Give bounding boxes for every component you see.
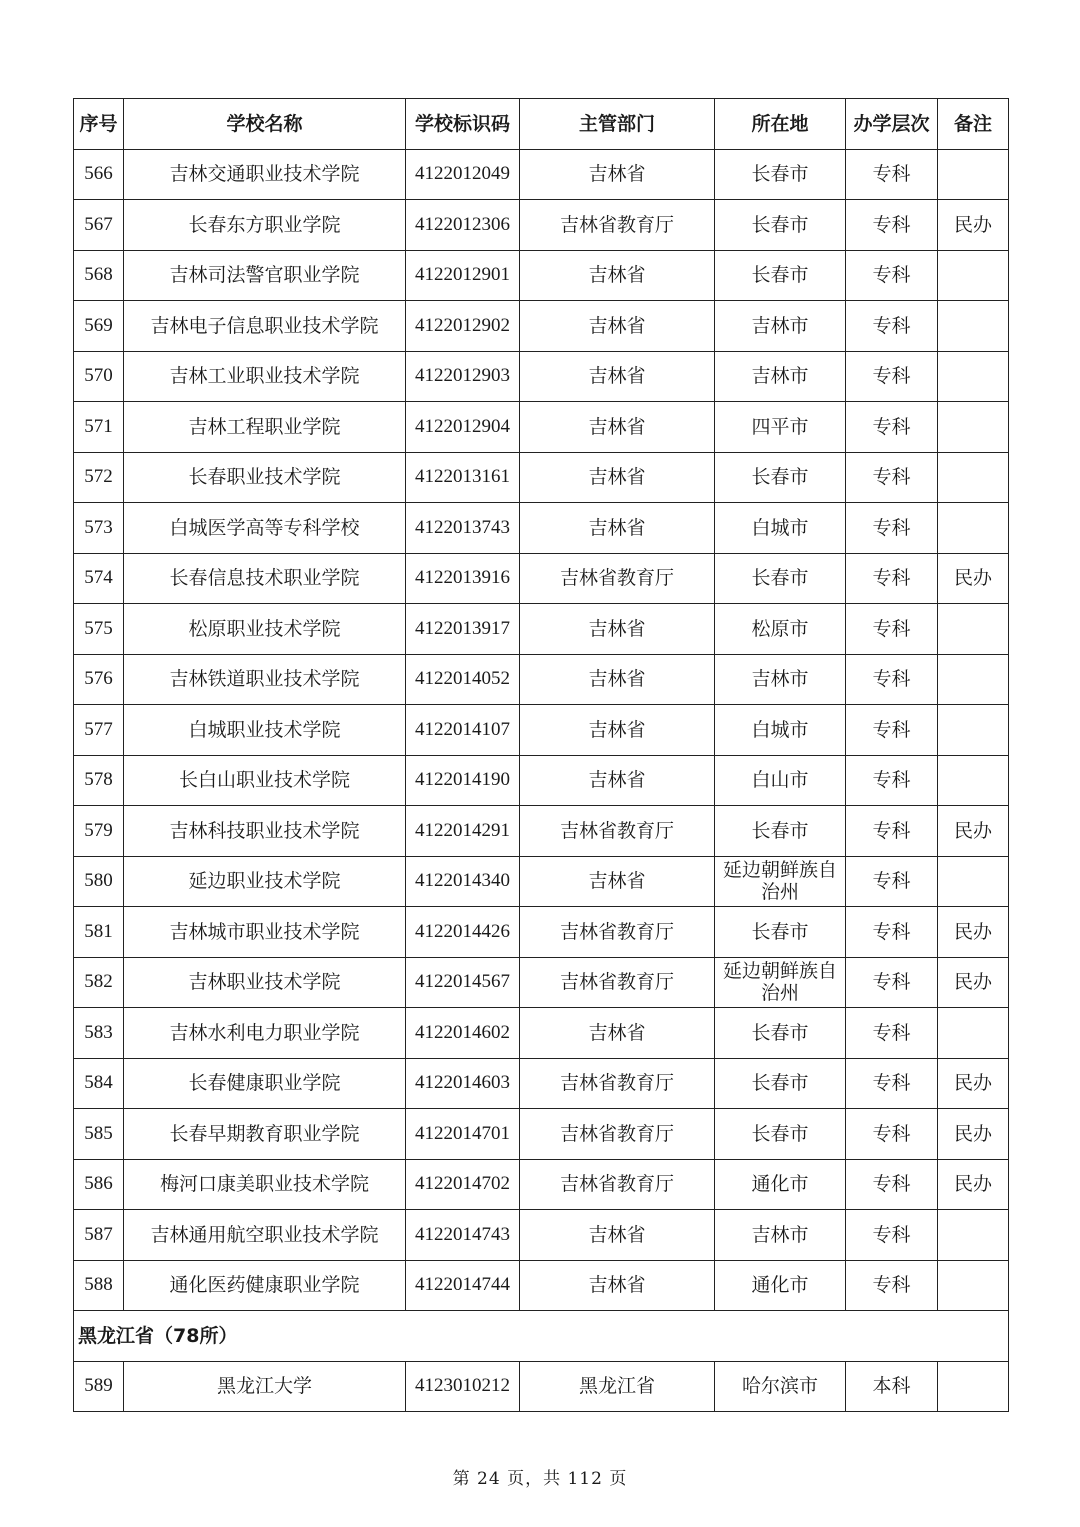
cell-remark: 民办 (938, 907, 1009, 958)
cell-school-name: 延边职业技术学院 (124, 856, 406, 907)
school-list-table (73, 98, 1009, 1412)
table-row (74, 1260, 1009, 1311)
cell-level: 专科 (846, 604, 938, 655)
cell-department: 吉林省 (520, 1260, 715, 1311)
cell-department: 吉林省 (520, 1008, 715, 1059)
table-row (74, 1159, 1009, 1210)
table-row (74, 604, 1009, 655)
cell-level: 专科 (846, 351, 938, 402)
cell-school-name: 长春早期教育职业学院 (124, 1109, 406, 1160)
table-header (74, 99, 1009, 150)
cell-level: 专科 (846, 553, 938, 604)
cell-department: 吉林省 (520, 250, 715, 301)
cell-department: 吉林省 (520, 503, 715, 554)
section-row (74, 1311, 1009, 1362)
cell-level: 专科 (846, 907, 938, 958)
cell-level: 专科 (846, 856, 938, 907)
cell-school-name: 吉林司法警官职业学院 (124, 250, 406, 301)
cell-seq: 580 (74, 856, 124, 907)
cell-school-code: 4122012306 (406, 200, 520, 251)
cell-level: 专科 (846, 755, 938, 806)
cell-level: 专科 (846, 1260, 938, 1311)
header-row (74, 99, 1009, 150)
header-school-code: 学校标识码 (406, 99, 520, 150)
cell-seq: 575 (74, 604, 124, 655)
cell-school-code: 4122014744 (406, 1260, 520, 1311)
cell-remark (938, 301, 1009, 352)
cell-school-name: 白城职业技术学院 (124, 705, 406, 756)
cell-school-name: 通化医药健康职业学院 (124, 1260, 406, 1311)
cell-seq: 572 (74, 452, 124, 503)
cell-school-name: 长春职业技术学院 (124, 452, 406, 503)
cell-level: 专科 (846, 1109, 938, 1160)
table-row (74, 1008, 1009, 1059)
cell-school-code: 4122014702 (406, 1159, 520, 1210)
cell-seq: 574 (74, 553, 124, 604)
cell-location: 延边朝鲜族自治州 (715, 856, 846, 907)
cell-school-code: 4122013916 (406, 553, 520, 604)
header-school-name: 学校名称 (124, 99, 406, 150)
cell-location: 长春市 (715, 1109, 846, 1160)
cell-school-name: 白城医学高等专科学校 (124, 503, 406, 554)
cell-level: 专科 (846, 503, 938, 554)
cell-department: 吉林省 (520, 1210, 715, 1261)
cell-remark (938, 402, 1009, 453)
cell-remark: 民办 (938, 200, 1009, 251)
cell-department: 吉林省 (520, 755, 715, 806)
table-row (74, 301, 1009, 352)
cell-school-name: 吉林工程职业学院 (124, 402, 406, 453)
cell-location: 长春市 (715, 149, 846, 200)
cell-level: 专科 (846, 301, 938, 352)
cell-remark (938, 705, 1009, 756)
table-row (74, 755, 1009, 806)
cell-remark (938, 149, 1009, 200)
table-row (74, 654, 1009, 705)
cell-seq: 579 (74, 806, 124, 857)
cell-level: 专科 (846, 149, 938, 200)
cell-location: 白城市 (715, 705, 846, 756)
cell-remark (938, 1260, 1009, 1311)
cell-seq: 566 (74, 149, 124, 200)
cell-seq: 582 (74, 957, 124, 1008)
cell-remark (938, 654, 1009, 705)
cell-remark: 民办 (938, 806, 1009, 857)
cell-seq: 585 (74, 1109, 124, 1160)
cell-level: 专科 (846, 806, 938, 857)
cell-seq: 581 (74, 907, 124, 958)
header-seq: 序号 (74, 99, 124, 150)
table-row (74, 957, 1009, 1008)
cell-school-name: 吉林铁道职业技术学院 (124, 654, 406, 705)
cell-seq: 578 (74, 755, 124, 806)
cell-location: 吉林市 (715, 301, 846, 352)
cell-location: 通化市 (715, 1260, 846, 1311)
cell-school-code: 4122014107 (406, 705, 520, 756)
cell-department: 吉林省 (520, 604, 715, 655)
cell-remark: 民办 (938, 553, 1009, 604)
table-row (74, 1109, 1009, 1160)
cell-location: 长春市 (715, 907, 846, 958)
cell-department: 吉林省教育厅 (520, 907, 715, 958)
table-row (74, 1210, 1009, 1261)
cell-school-code: 4122014603 (406, 1058, 520, 1109)
cell-location: 长春市 (715, 1058, 846, 1109)
cell-location: 长春市 (715, 1008, 846, 1059)
cell-level: 专科 (846, 1058, 938, 1109)
cell-location: 延边朝鲜族自治州 (715, 957, 846, 1008)
cell-seq: 567 (74, 200, 124, 251)
cell-school-code: 4122014291 (406, 806, 520, 857)
cell-location: 长春市 (715, 806, 846, 857)
cell-remark (938, 604, 1009, 655)
table-row (74, 553, 1009, 604)
table-row (74, 250, 1009, 301)
cell-department: 吉林省教育厅 (520, 957, 715, 1008)
cell-school-name: 吉林城市职业技术学院 (124, 907, 406, 958)
cell-seq: 569 (74, 301, 124, 352)
cell-department: 吉林省 (520, 856, 715, 907)
cell-school-code: 4122012904 (406, 402, 520, 453)
cell-school-name: 吉林通用航空职业技术学院 (124, 1210, 406, 1261)
cell-department: 黑龙江省 (520, 1361, 715, 1412)
table-row (74, 806, 1009, 857)
header-department: 主管部门 (520, 99, 715, 150)
cell-location: 松原市 (715, 604, 846, 655)
cell-level: 专科 (846, 957, 938, 1008)
cell-location: 长春市 (715, 250, 846, 301)
cell-department: 吉林省教育厅 (520, 806, 715, 857)
cell-school-code: 4122012049 (406, 149, 520, 200)
cell-level: 专科 (846, 200, 938, 251)
cell-level: 专科 (846, 452, 938, 503)
cell-school-code: 4122014340 (406, 856, 520, 907)
cell-remark (938, 1361, 1009, 1412)
cell-location: 吉林市 (715, 654, 846, 705)
cell-department: 吉林省 (520, 351, 715, 402)
cell-remark: 民办 (938, 1109, 1009, 1160)
cell-school-code: 4122014602 (406, 1008, 520, 1059)
cell-school-name: 吉林科技职业技术学院 (124, 806, 406, 857)
cell-department: 吉林省 (520, 402, 715, 453)
cell-remark (938, 351, 1009, 402)
cell-department: 吉林省 (520, 654, 715, 705)
cell-level: 专科 (846, 1159, 938, 1210)
cell-remark (938, 1008, 1009, 1059)
cell-school-name: 吉林交通职业技术学院 (124, 149, 406, 200)
cell-location: 长春市 (715, 553, 846, 604)
cell-location: 哈尔滨市 (715, 1361, 846, 1412)
cell-school-code: 4122014052 (406, 654, 520, 705)
cell-department: 吉林省教育厅 (520, 200, 715, 251)
cell-school-code: 4122014190 (406, 755, 520, 806)
cell-school-code: 4122012902 (406, 301, 520, 352)
cell-remark (938, 755, 1009, 806)
cell-department: 吉林省 (520, 452, 715, 503)
cell-school-code: 4122012903 (406, 351, 520, 402)
cell-remark: 民办 (938, 1159, 1009, 1210)
page-footer: 第 24 页，共 112 页 (452, 1469, 628, 1489)
cell-remark (938, 856, 1009, 907)
cell-seq: 571 (74, 402, 124, 453)
table-body (74, 149, 1009, 1412)
cell-school-code: 4122013743 (406, 503, 520, 554)
cell-level: 专科 (846, 1210, 938, 1261)
cell-location: 吉林市 (715, 1210, 846, 1261)
cell-school-code: 4122014567 (406, 957, 520, 1008)
cell-location: 白城市 (715, 503, 846, 554)
cell-department: 吉林省教育厅 (520, 1159, 715, 1210)
cell-school-code: 4122012901 (406, 250, 520, 301)
cell-location: 长春市 (715, 452, 846, 503)
cell-remark (938, 250, 1009, 301)
cell-school-code: 4122013917 (406, 604, 520, 655)
table-row (74, 907, 1009, 958)
cell-school-name: 吉林职业技术学院 (124, 957, 406, 1008)
cell-level: 专科 (846, 402, 938, 453)
cell-school-code: 4122014701 (406, 1109, 520, 1160)
cell-location: 长春市 (715, 200, 846, 251)
cell-department: 吉林省 (520, 301, 715, 352)
table-row (74, 503, 1009, 554)
cell-level: 专科 (846, 654, 938, 705)
cell-remark (938, 452, 1009, 503)
cell-seq: 570 (74, 351, 124, 402)
cell-seq: 584 (74, 1058, 124, 1109)
cell-department: 吉林省 (520, 149, 715, 200)
cell-seq: 568 (74, 250, 124, 301)
table-row (74, 200, 1009, 251)
cell-department: 吉林省教育厅 (520, 553, 715, 604)
cell-seq: 577 (74, 705, 124, 756)
cell-remark: 民办 (938, 1058, 1009, 1109)
cell-school-name: 吉林水利电力职业学院 (124, 1008, 406, 1059)
cell-school-name: 梅河口康美职业技术学院 (124, 1159, 406, 1210)
cell-level: 专科 (846, 705, 938, 756)
cell-school-name: 长春信息技术职业学院 (124, 553, 406, 604)
table-row (74, 149, 1009, 200)
cell-level: 专科 (846, 250, 938, 301)
cell-seq: 588 (74, 1260, 124, 1311)
cell-seq: 583 (74, 1008, 124, 1059)
cell-remark (938, 503, 1009, 554)
cell-department: 吉林省 (520, 705, 715, 756)
cell-school-name: 长白山职业技术学院 (124, 755, 406, 806)
cell-level: 本科 (846, 1361, 938, 1412)
cell-seq: 576 (74, 654, 124, 705)
cell-school-name: 吉林电子信息职业技术学院 (124, 301, 406, 352)
cell-location: 四平市 (715, 402, 846, 453)
cell-seq: 573 (74, 503, 124, 554)
cell-location: 通化市 (715, 1159, 846, 1210)
cell-school-code: 4123010212 (406, 1361, 520, 1412)
cell-department: 吉林省教育厅 (520, 1109, 715, 1160)
section-heading-heilongjiang: 黑龙江省（78所） (74, 1311, 1009, 1362)
cell-school-code: 4122014426 (406, 907, 520, 958)
header-level: 办学层次 (846, 99, 938, 150)
cell-location: 白山市 (715, 755, 846, 806)
cell-school-name: 黑龙江大学 (124, 1361, 406, 1412)
header-location: 所在地 (715, 99, 846, 150)
table-row (74, 351, 1009, 402)
cell-remark: 民办 (938, 957, 1009, 1008)
cell-level: 专科 (846, 1008, 938, 1059)
cell-department: 吉林省教育厅 (520, 1058, 715, 1109)
cell-school-name: 长春健康职业学院 (124, 1058, 406, 1109)
cell-school-name: 长春东方职业学院 (124, 200, 406, 251)
cell-school-code: 4122013161 (406, 452, 520, 503)
cell-location: 吉林市 (715, 351, 846, 402)
cell-seq: 589 (74, 1361, 124, 1412)
header-remark: 备注 (938, 99, 1009, 150)
cell-school-name: 松原职业技术学院 (124, 604, 406, 655)
table-row (74, 402, 1009, 453)
table-row (74, 856, 1009, 907)
table-row (74, 1361, 1009, 1412)
cell-remark (938, 1210, 1009, 1261)
table-row (74, 705, 1009, 756)
cell-school-code: 4122014743 (406, 1210, 520, 1261)
table-row (74, 452, 1009, 503)
cell-school-name: 吉林工业职业技术学院 (124, 351, 406, 402)
cell-seq: 587 (74, 1210, 124, 1261)
table-row (74, 1058, 1009, 1109)
cell-seq: 586 (74, 1159, 124, 1210)
